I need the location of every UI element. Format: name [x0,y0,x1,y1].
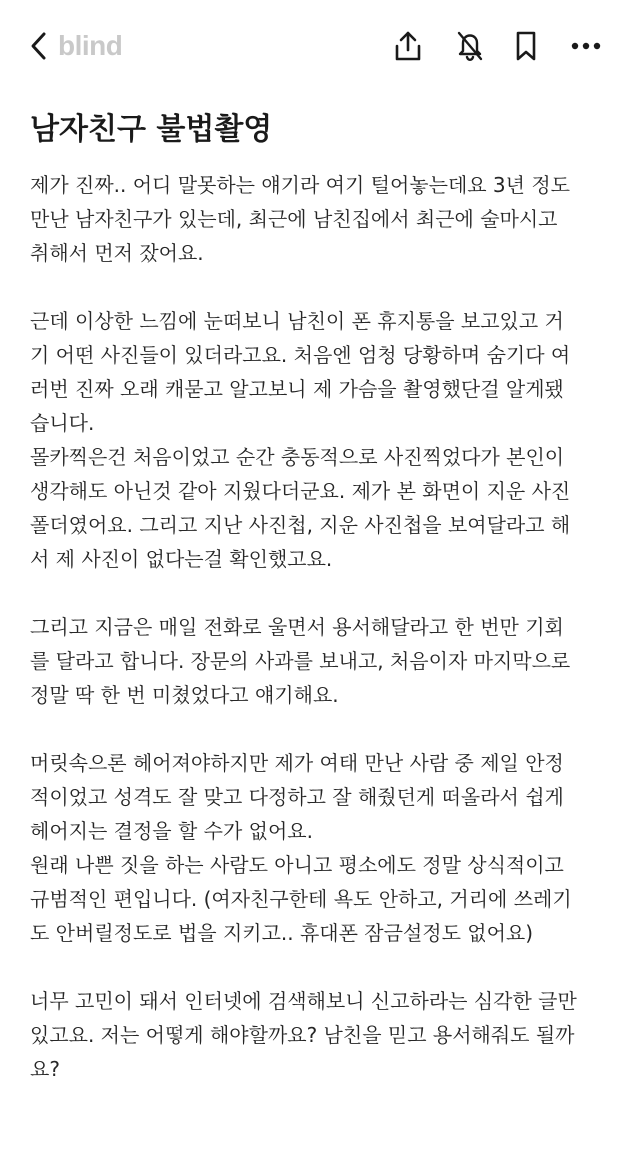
body-line: 기 어떤 사진들이 있더라고요. 처음엔 엄청 당황하며 숨기다 여 [30,343,571,367]
more-options-button[interactable] [566,26,606,66]
share-button[interactable] [388,26,428,66]
body-line: 제가 진짜.. 어디 말못하는 얘기라 여기 털어놓는데요 3년 정도 [30,173,570,197]
paragraph-3 [30,610,615,712]
body-line: 규범적인 편입니다. (여자친구한테 욕도 안하고, 거리에 쓰레기 [30,887,572,911]
notification-off-button[interactable] [450,26,490,66]
back-button[interactable] [22,26,56,66]
paragraph-4 [30,746,615,950]
body-line: 만난 남자친구가 있는데, 최근에 남친집에서 최근에 술마시고 [30,207,558,231]
body-line: 너무 고민이 돼서 인터넷에 검색해보니 신고하라는 심각한 글만 [30,989,577,1013]
body-line: 정말 딱 한 번 미쳤었다고 얘기해요. [30,683,339,707]
body-line: 생각해도 아닌것 같아 지웠다더군요. 제가 본 화면이 지운 사진 [30,479,571,503]
bell-off-icon [455,30,485,62]
top-bar [0,0,640,92]
body-line: 근데 이상한 느낌에 눈떠보니 남친이 폰 휴지통을 보고있고 거 [30,309,564,333]
body-line: 적이었고 성격도 잘 맞고 다정하고 잘 해줬던게 떠올라서 쉽게 [30,785,564,809]
bookmark-button[interactable] [506,26,546,66]
body-line: 요? [30,1057,60,1081]
body-line: 몰카찍은건 처음이었고 순간 충동적으로 사진찍었다가 본인이 [30,445,565,469]
paragraph-5 [30,984,615,1086]
body-line: 헤어지는 결정을 할 수가 없어요. [30,819,313,843]
body-line: 도 안버릴정도로 법을 지키고.. 휴대폰 잠금설정도 없어요) [30,921,534,945]
body-line: 그리고 지금은 매일 전화로 울면서 용서해달라고 한 번만 기회 [30,615,564,639]
body-line: 러번 진짜 오래 캐묻고 알고보니 제 가슴을 촬영했단걸 알게됐 [30,377,564,401]
body-line: 원래 나쁜 짓을 하는 사람도 아니고 평소에도 정말 상식적이고 [30,853,564,877]
body-line: 를 달라고 합니다. 장문의 사과를 보내고, 처음이자 마지막으로 [30,649,571,673]
body-line: 취해서 먼저 잤어요. [30,241,204,265]
brand-logo: blind [58,30,123,61]
more-dots-icon [570,40,602,52]
paragraph-1 [30,168,615,270]
chevron-left-icon [29,31,49,61]
share-icon [393,30,423,62]
body-line: 있고요. 저는 어떻게 해야할까요? 남친을 믿고 용서해줘도 될까 [30,1023,575,1047]
post-title: 남자친구 불법촬영 [30,112,273,147]
bookmark-icon [514,30,538,62]
post-body [30,168,615,1120]
body-line: 머릿속으론 헤어져야하지만 제가 여태 만난 사람 중 제일 안정 [30,751,564,775]
paragraph-2 [30,304,615,576]
body-line: 폴더였어요. 그리고 지난 사진첩, 지운 사진첩을 보여달라고 해 [30,513,571,537]
body-line: 서 제 사진이 없다는걸 확인했고요. [30,547,333,571]
body-line: 습니다. [30,411,95,435]
